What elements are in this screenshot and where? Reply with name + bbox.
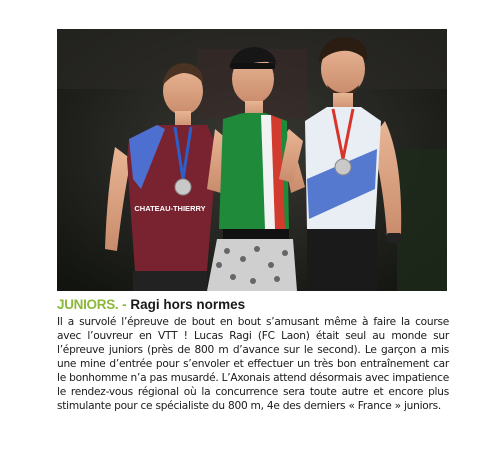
jersey-text: CHATEAU-THIERRY xyxy=(134,204,206,213)
podium-photo xyxy=(57,29,447,291)
article-headline xyxy=(57,297,449,313)
article xyxy=(57,297,449,413)
section-kicker: JUNIORS. xyxy=(57,297,119,312)
article-title: Ragi hors normes xyxy=(130,297,246,312)
headline-separator: - xyxy=(122,297,127,312)
article-body: Il a survolé l’épreuve de bout en bout s’amusant même à faire la course avec l’ouvreur en VTT ! Lucas Ragi (FC Laon) était seul au monde sur l’épreuve juniors (près de 800 m d’avance sur le second). Le garçon a mis une mine d’entrée pour s’envoler et effectuer un très bon entraînement car le bonhomme n’a pas musardé. L’Axonais attend désormais avec impatience le rendez-vous régional où la concurrence sera toute autre et encore plus stimulante pour ce spécialiste du 800 m, 4e des derniers « France » juniors. xyxy=(57,316,449,412)
podium-photo-illustration xyxy=(57,29,447,291)
